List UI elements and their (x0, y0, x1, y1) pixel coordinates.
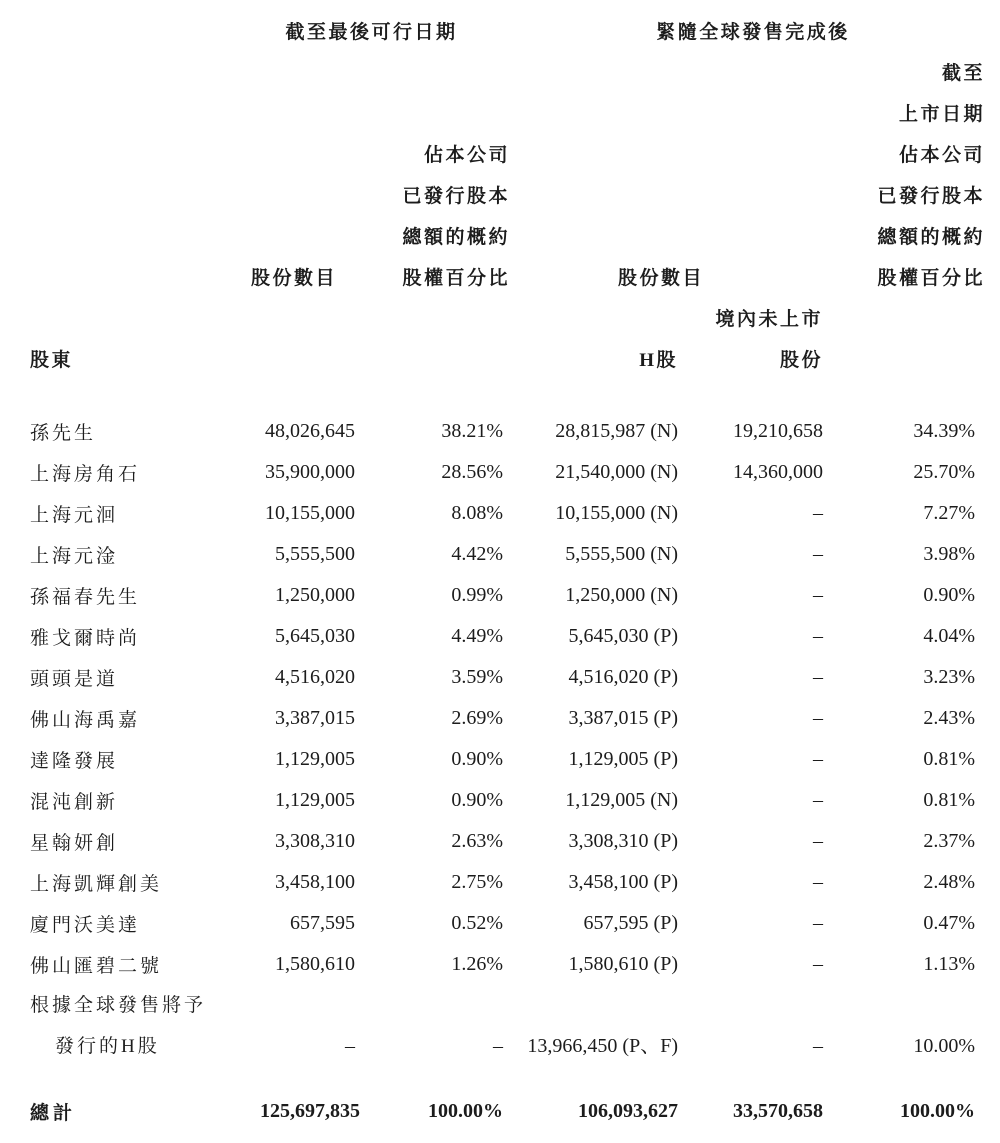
cell-shareholder-name: 佛山匯碧二號 (30, 956, 163, 977)
cell-h-shares: 1,580,610 (P) (568, 953, 678, 975)
table-row (30, 739, 975, 780)
cell-shareholder-name: 頭頭是道 (30, 669, 119, 690)
table-row (30, 657, 975, 698)
cell-pct-after: 25.70% (913, 461, 975, 483)
cell-shares-before: 35,900,000 (265, 461, 355, 483)
header-h-shares: H股 (639, 350, 678, 371)
cell-pct-before: 2.63% (451, 830, 503, 852)
cell-pct-before: 1.26% (451, 953, 503, 975)
cell-h-shares: 10,155,000 (N) (555, 502, 678, 524)
cell-domestic-shares: 19,210,658 (733, 420, 823, 442)
cell-pct-after: 2.37% (923, 830, 975, 852)
cell-shareholder-name: 孫先生 (30, 423, 97, 444)
cell-pct-after: 7.27% (923, 502, 975, 524)
header-pct-after-line-5: 總額的概約 (877, 227, 985, 248)
cell-shares-before: 3,387,015 (275, 707, 355, 729)
cell-shareholder-name: 雅戈爾時尚 (30, 628, 141, 649)
cell-pct-before: 0.52% (451, 912, 503, 934)
cell-domestic-shares: – (813, 830, 823, 852)
cell-pct-after: 10.00% (913, 1035, 975, 1057)
cell-shares-before: 1,580,610 (275, 953, 355, 975)
table-row (30, 493, 975, 534)
cell-shares-before: 4,516,020 (275, 666, 355, 688)
header-pct-before-line-3: 總額的概約 (402, 227, 510, 248)
cell-shareholder-name: 上海元洄 (30, 505, 119, 526)
cell-pct-before: 4.42% (451, 543, 503, 565)
cell-domestic-shares: – (813, 1035, 823, 1057)
cell-pct-before: 38.21% (441, 420, 503, 442)
table-row (30, 903, 975, 944)
cell-pct-after: 0.81% (923, 748, 975, 770)
name-line-2: 發行的H股 (55, 1036, 160, 1057)
cell-pct-before: 2.75% (451, 871, 503, 893)
header-shares-before: 股份數目 (250, 268, 337, 289)
cell-shareholder-name: 上海凱輝創美 (30, 874, 163, 895)
cell-shareholder-name: 混沌創新 (30, 792, 119, 813)
cell-shares-before: 1,129,005 (275, 748, 355, 770)
cell-domestic-shares: – (813, 871, 823, 893)
cell-domestic-shares: – (813, 707, 823, 729)
cell-pct-after: 0.47% (923, 912, 975, 934)
cell-domestic-shares: – (813, 666, 823, 688)
cell-pct-before: 0.90% (451, 748, 503, 770)
header-shareholder: 股東 (30, 350, 74, 371)
cell-pct-before: 2.69% (451, 707, 503, 729)
table-row (30, 452, 975, 493)
cell-pct-after: 3.98% (923, 543, 975, 565)
table-row (30, 944, 975, 985)
cell-pct-before: 4.49% (451, 625, 503, 647)
cell-shareholder-name: 廈門沃美達 (30, 915, 141, 936)
cell-h-shares: 1,129,005 (P) (568, 748, 678, 770)
cell-shareholder-name (30, 985, 260, 1067)
group-header-before-offering: 截至最後可行日期 (285, 22, 458, 43)
cell-h-shares: 3,458,100 (P) (568, 871, 678, 893)
table-row (30, 534, 975, 575)
cell-pct-after: 1.13% (923, 953, 975, 975)
cell-h-shares: 657,595 (P) (583, 912, 678, 934)
cell-h-shares: 1,129,005 (N) (565, 789, 678, 811)
cell-total-label: 總計 (30, 1103, 77, 1124)
cell-h-shares: 4,516,020 (P) (568, 666, 678, 688)
cell-shares-before: 3,308,310 (275, 830, 355, 852)
header-pct-after-line-2: 上市日期 (898, 104, 985, 125)
header-pct-after-line-1: 截至 (941, 63, 985, 84)
cell-total-pct-after: 100.00% (900, 1100, 975, 1122)
header-pct-after-line-3: 佔本公司 (898, 145, 985, 166)
cell-total-shares: 125,697,835 (260, 1100, 360, 1122)
table-row (30, 862, 975, 903)
header-shares-after: 股份數目 (617, 268, 704, 289)
cell-pct-after: 2.48% (923, 871, 975, 893)
cell-h-shares: 21,540,000 (N) (555, 461, 678, 483)
cell-domestic-shares: – (813, 789, 823, 811)
cell-pct-after: 0.81% (923, 789, 975, 811)
cell-shares-before: 1,129,005 (275, 789, 355, 811)
cell-shareholder-name: 上海房角石 (30, 464, 141, 485)
cell-pct-before: 0.99% (451, 584, 503, 606)
cell-total-h-shares: 106,093,627 (578, 1100, 678, 1122)
table-header (0, 0, 1000, 379)
group-header-after-offering: 緊隨全球發售完成後 (656, 22, 850, 43)
cell-shareholder-name: 孫福春先生 (30, 587, 141, 608)
cell-pct-after: 4.04% (923, 625, 975, 647)
table-row (30, 575, 975, 616)
cell-shares-before: – (345, 1035, 355, 1057)
cell-shares-before: 5,555,500 (275, 543, 355, 565)
cell-h-shares: 5,645,030 (P) (568, 625, 678, 647)
header-pct-before-line-2: 已發行股本 (402, 186, 510, 207)
cell-h-shares: 3,308,310 (P) (568, 830, 678, 852)
cell-shares-before: 5,645,030 (275, 625, 355, 647)
cell-domestic-shares: – (813, 625, 823, 647)
cell-shareholder-name: 佛山海禹嘉 (30, 710, 141, 731)
cell-shareholder-name: 上海元淦 (30, 546, 119, 567)
cell-h-shares: 1,250,000 (N) (565, 584, 678, 606)
cell-domestic-shares: – (813, 953, 823, 975)
cell-pct-before: 28.56% (441, 461, 503, 483)
cell-domestic-shares: 14,360,000 (733, 461, 823, 483)
cell-shares-before: 48,026,645 (265, 420, 355, 442)
cell-pct-after: 3.23% (923, 666, 975, 688)
cell-domestic-shares: – (813, 748, 823, 770)
cell-pct-before: – (493, 1035, 503, 1057)
table-body (0, 411, 1000, 1132)
cell-pct-after: 34.39% (913, 420, 975, 442)
cell-shareholder-name: 達隆發展 (30, 751, 119, 772)
cell-domestic-shares: – (813, 584, 823, 606)
header-pct-before-line-1: 佔本公司 (423, 145, 510, 166)
header-pct-before-line-4: 股權百分比 (402, 268, 510, 289)
cell-pct-before: 3.59% (451, 666, 503, 688)
table-row-global-offering-h-shares (30, 985, 975, 1067)
table-row (30, 780, 975, 821)
cell-h-shares: 3,387,015 (P) (568, 707, 678, 729)
table-row (30, 698, 975, 739)
cell-domestic-shares: – (813, 502, 823, 524)
cell-total-domestic: 33,570,658 (733, 1100, 823, 1122)
cell-shares-before: 3,458,100 (275, 871, 355, 893)
cell-h-shares: 28,815,987 (N) (555, 420, 678, 442)
table-row (30, 411, 975, 452)
cell-shares-before: 10,155,000 (265, 502, 355, 524)
cell-shareholder-name: 星翰妍創 (30, 833, 119, 854)
table-row (30, 821, 975, 862)
cell-pct-after: 2.43% (923, 707, 975, 729)
header-pct-after-line-4: 已發行股本 (877, 186, 985, 207)
header-pct-after-line-6: 股權百分比 (877, 268, 985, 289)
cell-h-shares: 5,555,500 (N) (565, 543, 678, 565)
table-total-row (30, 1091, 975, 1132)
cell-domestic-shares: – (813, 912, 823, 934)
cell-h-shares: 13,966,450 (P、F) (527, 1035, 678, 1057)
cell-shares-before: 1,250,000 (275, 584, 355, 606)
header-domestic-unlisted-line-2: 股份 (779, 350, 823, 371)
cell-total-pct: 100.00% (428, 1100, 503, 1122)
table-row (30, 616, 975, 657)
cell-pct-before: 0.90% (451, 789, 503, 811)
name-line-1: 根據全球發售將予 (30, 995, 207, 1016)
cell-shares-before: 657,595 (290, 912, 355, 934)
cell-pct-after: 0.90% (923, 584, 975, 606)
header-domestic-unlisted-line-1: 境內未上市 (715, 309, 823, 330)
cell-pct-before: 8.08% (451, 502, 503, 524)
cell-domestic-shares: – (813, 543, 823, 565)
